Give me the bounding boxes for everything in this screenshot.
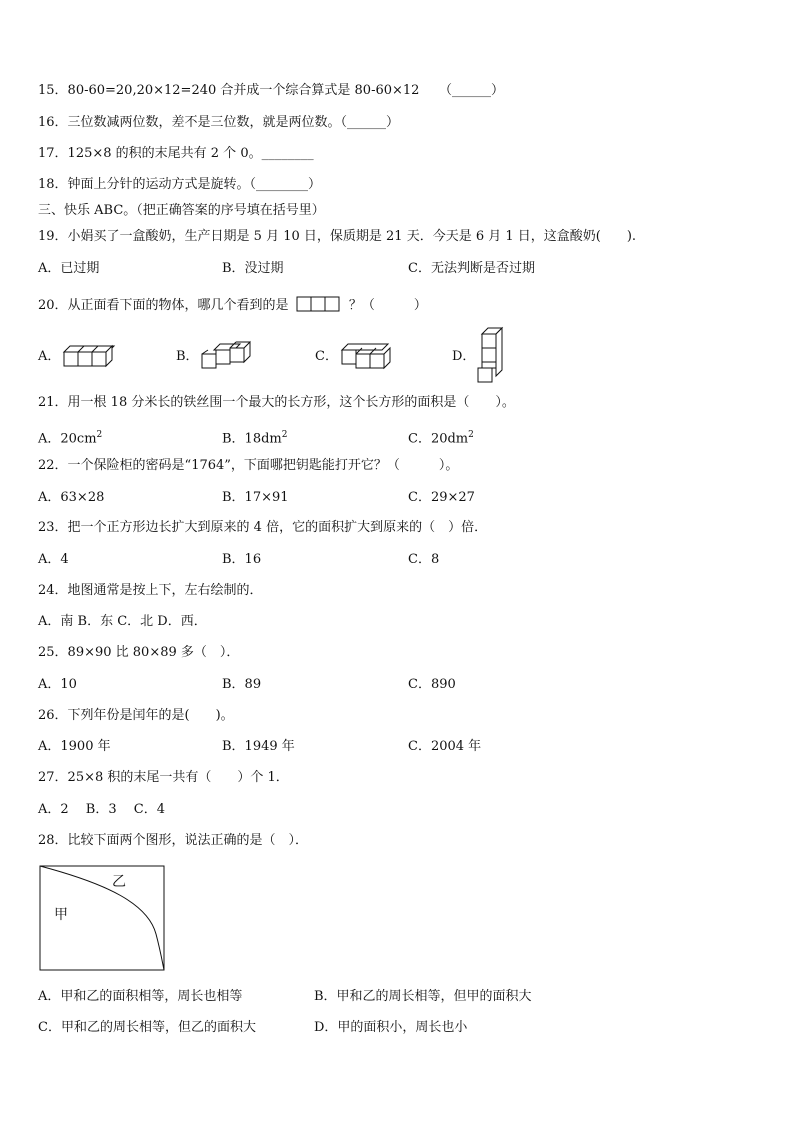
- q22-option-b: B．17×91: [222, 490, 289, 505]
- q25-option-b: B．89: [222, 677, 262, 692]
- q26-option-a: A．1900 年: [38, 739, 111, 754]
- q21-option-a-text: A．20cm: [38, 431, 97, 447]
- cube-figure-c: [340, 340, 394, 372]
- q25-option-c: C．890: [408, 677, 456, 692]
- q23-option-c: C．8: [408, 552, 440, 567]
- q19-option-c: C．无法判断是否过期: [408, 261, 535, 276]
- q26-option-b: B．1949 年: [222, 739, 295, 754]
- q20-option-d: D．: [452, 349, 476, 364]
- q19: 19．小娟买了一盒酸奶，生产日期是 5 月 10 日，保质期是 21 天．今天是 6 月 1 日，这盒酸奶( ).: [38, 229, 637, 244]
- q23-option-a: A．4: [38, 552, 69, 567]
- q20-option-a: A．: [38, 349, 61, 364]
- q16: 16．三位数减两位数，差不是三位数，就是两位数。（______）: [38, 115, 400, 130]
- q23: 23．把一个正方形边长扩大到原来的 4 倍，它的面积扩大到原来的（ ）倍．: [38, 520, 488, 535]
- region-label-yi: 乙: [112, 874, 126, 890]
- q20-option-b: B．: [176, 349, 199, 364]
- q21-option-b-text: B．18dm: [222, 431, 282, 447]
- q26: 26．下列年份是闰年的是( )。: [38, 708, 234, 723]
- q25-option-a: A．10: [38, 677, 77, 692]
- q20: [38, 296, 427, 315]
- q21-option-c-text: C．20dm: [408, 431, 469, 447]
- q20-text: 20．从正面看下面的物体，哪几个看到的是: [38, 298, 289, 313]
- q21: 21．用一根 18 分米长的铁丝围一个最大的长方形，这个长方形的面积是（ ）。: [38, 395, 515, 410]
- q27: 27．25×8 积的末尾一共有（ ）个 1．: [38, 770, 289, 785]
- q21-option-c: [408, 426, 474, 448]
- q26-option-c: C．2004 年: [408, 739, 482, 754]
- section-heading: 三、快乐 ABC。（把正确答案的序号填在括号里）: [38, 203, 325, 218]
- q20-option-c: C．: [315, 349, 338, 364]
- q17: 17．125×8 的积的末尾共有 2 个 0。________: [38, 146, 314, 161]
- q20-text-end: ？（ ）: [348, 298, 427, 313]
- q15: 15．80-60=20,20×12=240 合并成一个综合算式是 80-60×12 （______）: [38, 83, 504, 98]
- q22-option-a: A．63×28: [38, 490, 105, 505]
- q21-option-b: [222, 426, 287, 448]
- q18: 18．钟面上分针的运动方式是旋转。（________）: [38, 177, 322, 192]
- q22-option-c: C．29×27: [408, 490, 475, 505]
- q28-option-a: A．甲和乙的面积相等，周长也相等: [38, 989, 243, 1004]
- q28: 28．比较下面两个图形，说法正确的是（ ）．: [38, 833, 309, 848]
- q23-option-b: B．16: [222, 552, 262, 567]
- q28-option-d: D．甲的面积小，周长也小: [314, 1020, 468, 1035]
- cube-figure-d: [476, 326, 506, 388]
- q19-option-b: B．没过期: [222, 261, 284, 276]
- cube-figure-a: [62, 340, 120, 370]
- superscript-2: 2: [96, 430, 103, 440]
- region-label-jia: 甲: [54, 907, 68, 923]
- q24: 24．地图通常是按上下，左右绘制的．: [38, 583, 263, 598]
- superscript-2: 2: [281, 430, 288, 440]
- cube-figure-b: [200, 338, 252, 372]
- q25: 25．89×90 比 80×89 多（ ）．: [38, 645, 240, 660]
- q22: 22．一个保险柜的密码是“1764”，下面哪把钥匙能打开它？（ ）。: [38, 458, 459, 473]
- q19-option-a: A．已过期: [38, 261, 100, 276]
- q21-option-a: [38, 426, 102, 448]
- superscript-2: 2: [468, 430, 474, 440]
- q28-option-c: C．甲和乙的周长相等，但乙的面积大: [38, 1020, 256, 1035]
- three-squares-figure: [296, 296, 342, 312]
- q24-options: A．南 B．东 C．北 D．西．: [38, 614, 207, 629]
- q28-option-b: B．甲和乙的周长相等，但甲的面积大: [314, 989, 532, 1004]
- q27-options: A．2 B．3 C．4: [38, 802, 165, 817]
